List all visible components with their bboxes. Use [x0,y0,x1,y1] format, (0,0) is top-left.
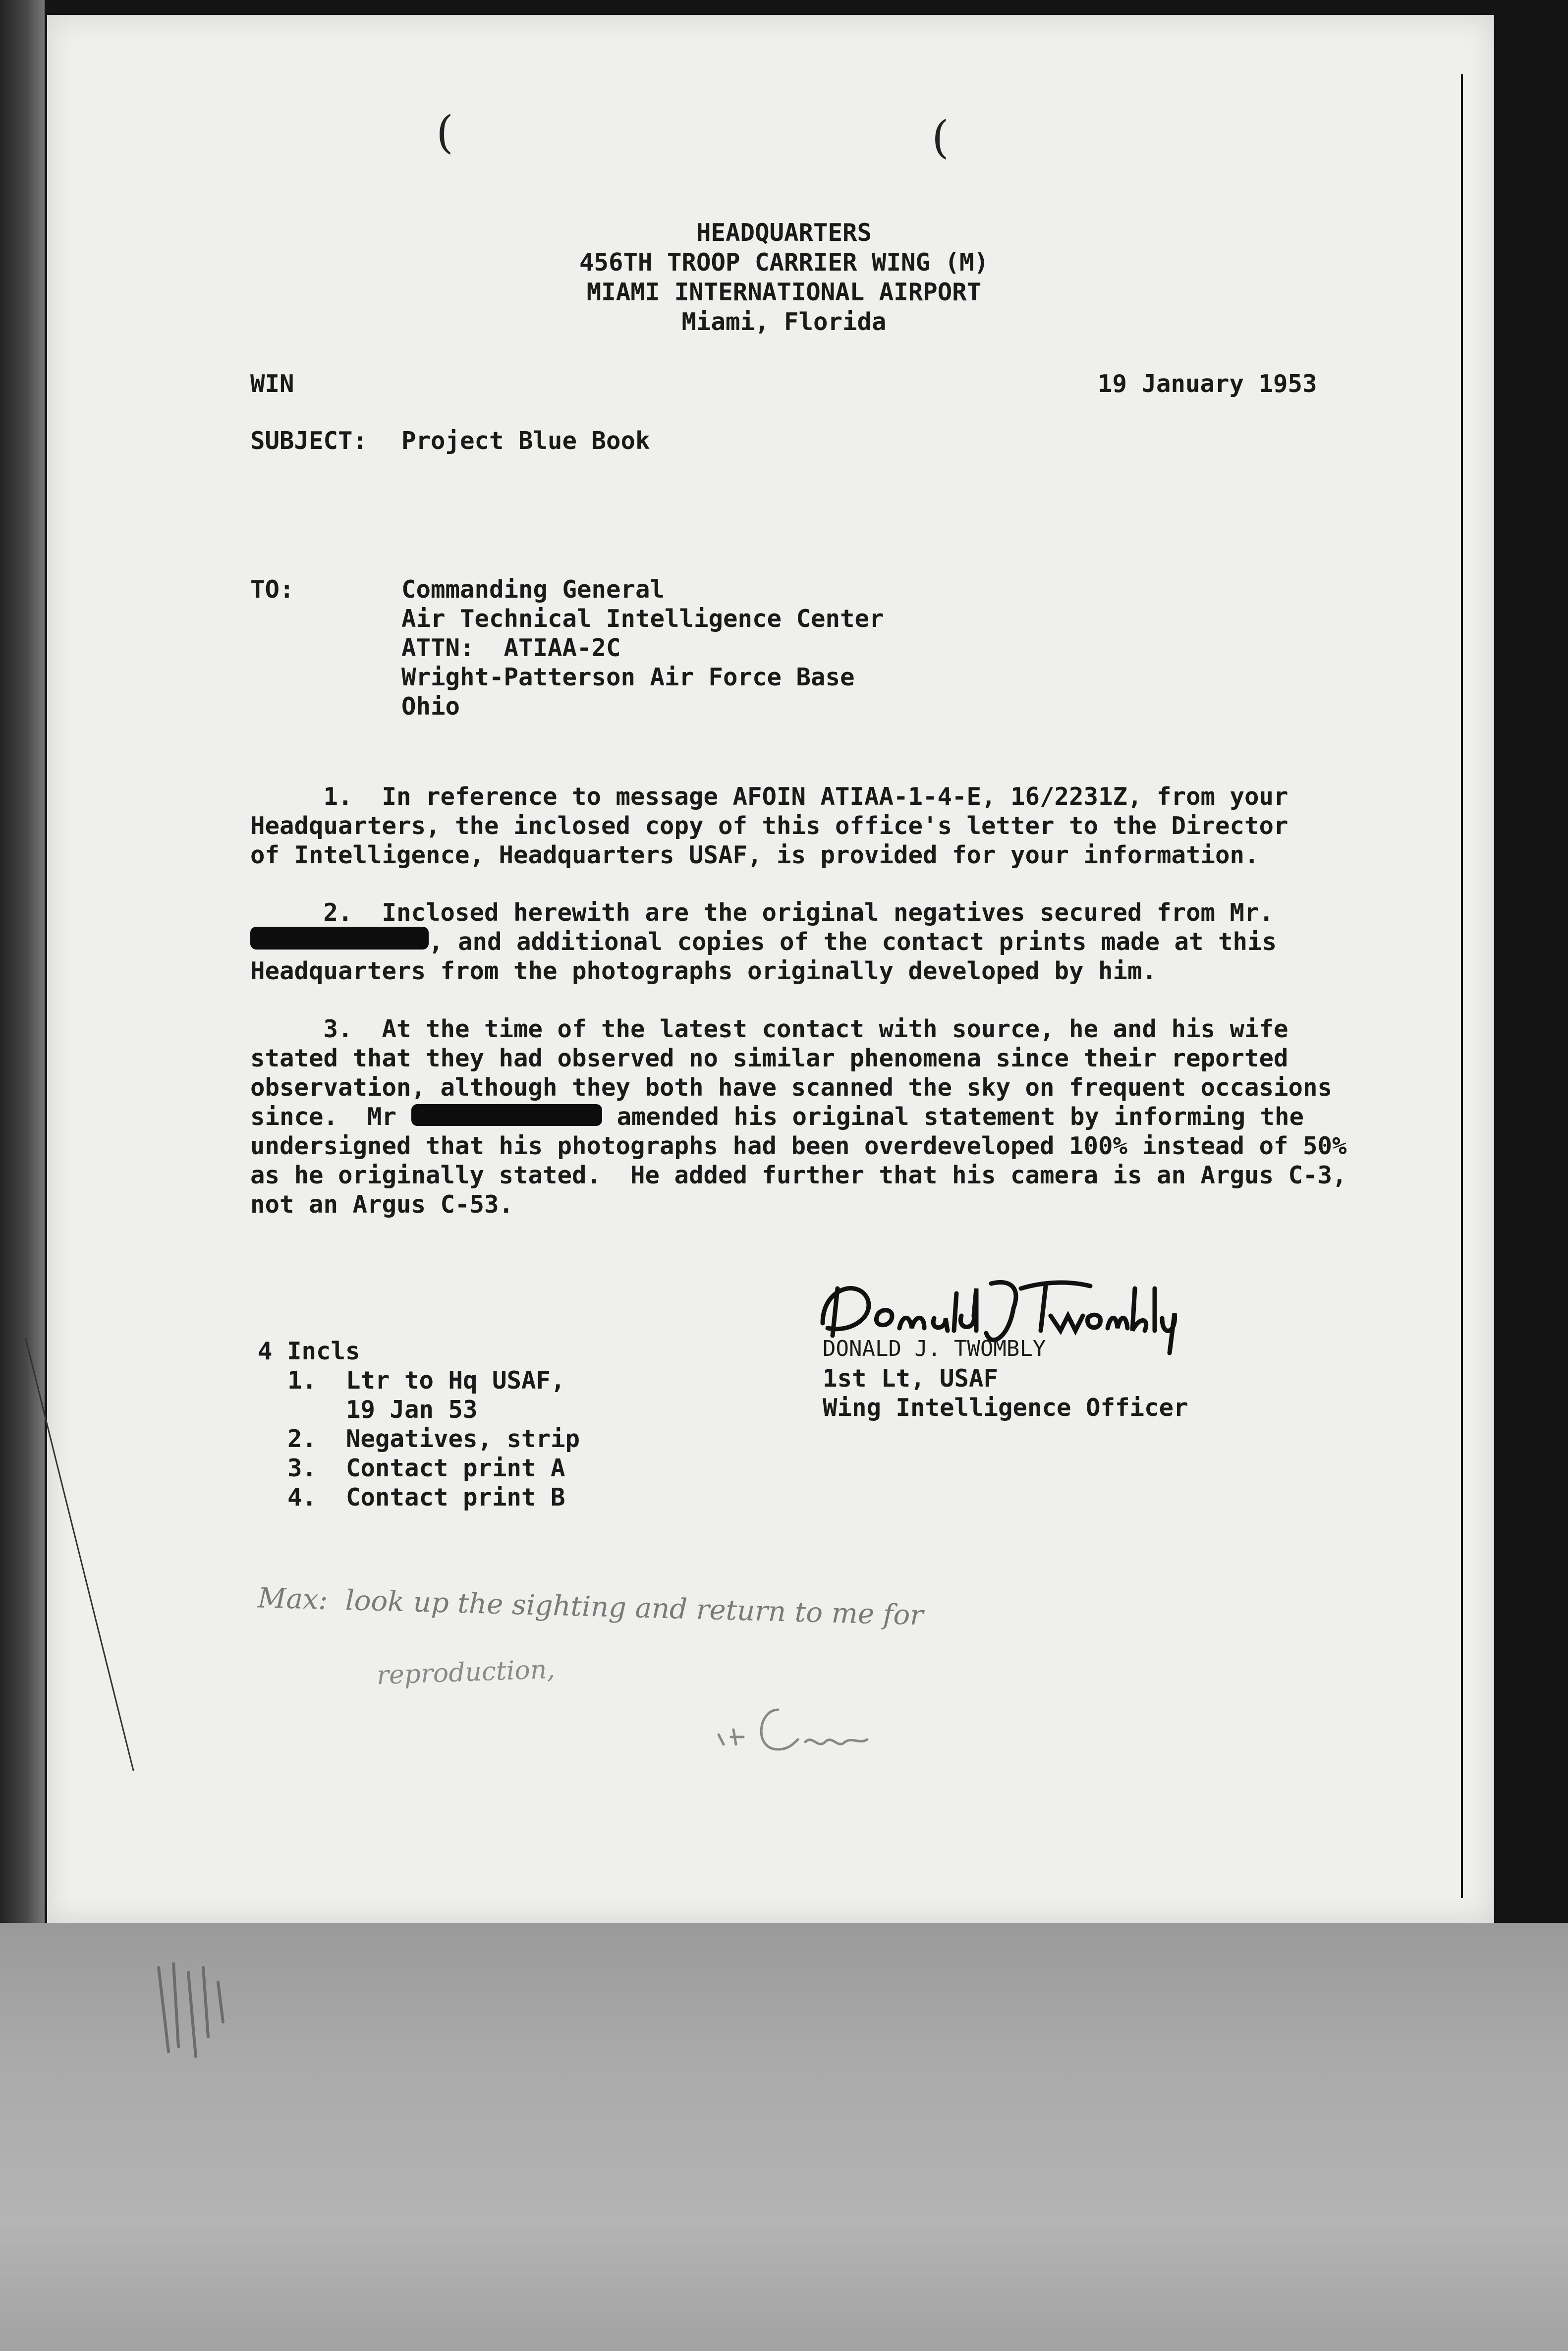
paragraph-2-line: Headquarters from the photographs originally developed by him. [250,957,1157,985]
paragraph-2-line: , and additional copies of the contact prints made at this [429,928,1277,956]
office-symbol: WIN [250,370,294,398]
letterhead-line-1: HEADQUARTERS [696,219,872,247]
inclosure-item: 19 Jan 53 [287,1396,478,1424]
signer-title: Wing Intelligence Officer [823,1394,1188,1422]
handwritten-initials [714,1695,872,1764]
paragraph-1-line: Headquarters, the inclosed copy of this office's letter to the Director [250,812,1288,840]
letterhead-line-4: Miami, Florida [681,308,887,336]
signer-rank: 1st Lt, USAF [823,1364,999,1393]
handwritten-note-line: reproduction, [376,1654,556,1691]
letterhead-line-2: 456TH TROOP CARRIER WING (M) [579,248,989,277]
letter-date: 19 January 1953 [1098,370,1317,398]
inclosure-item: 3. Contact print A [287,1454,565,1482]
inclosure-item: 1. Ltr to Hq USAF, [287,1366,565,1395]
inclosure-item: 4. Contact print B [287,1483,565,1511]
handwritten-note-line: Max: look up the sighting and return to me for [257,1582,924,1632]
address-line: Air Technical Intelligence Center [401,605,884,633]
page-edge-line [1461,74,1463,1898]
film-scratch-marks [149,1962,278,2062]
paragraph-2-line: 2. Inclosed herewith are the original negatives secured from Mr. [250,898,1274,927]
paragraph-3-line: not an Argus C-53. [250,1190,514,1219]
address-line: Commanding General [401,575,665,604]
paragraph-1-line: 1. In reference to message AFOIN ATIAA-1-4-E, 16/2231Z, from your [250,783,1288,811]
letterhead-line-3: MIAMI INTERNATIONAL AIRPORT [586,278,982,306]
subject-label: SUBJECT: [250,427,368,455]
redacted-name [411,1104,602,1126]
paragraph-3-line: 3. At the time of the latest contact with source, he and his wife [250,1015,1288,1043]
subject-text: Project Blue Book [401,427,650,455]
redacted-name [250,927,429,950]
to-label: TO: [250,575,294,604]
signer-name: DONALD J. TWOMBLY [823,1336,1046,1361]
paragraph-3-line: stated that they had observed no similar phenomena since their reported [250,1044,1288,1072]
paragraph-3-line: since. Mr [250,1103,397,1131]
address-line: Ohio [401,692,460,721]
paragraph-3-line: observation, although they both have scanned the sky on frequent occasions [250,1073,1333,1102]
inclosures-heading: 4 Incls [258,1337,360,1365]
paragraph-3-line: undersigned that his photographs had been overdeveloped 100% instead of 50% [250,1132,1347,1160]
inclosure-item: 2. Negatives, strip [287,1425,580,1453]
paragraph-3-line: as he originally stated. He added further that his camera is an Argus C-3, [250,1161,1347,1189]
address-line: Wright-Patterson Air Force Base [401,663,855,691]
punch-mark-left: ( [436,107,454,159]
punch-mark-right: ( [932,112,950,164]
paragraph-3-line: amended his original statement by informing the [602,1103,1304,1131]
address-line: ATTN: ATIAA-2C [401,634,621,662]
paragraph-1-line: of Intelligence, Headquarters USAF, is provided for your information. [250,841,1259,869]
